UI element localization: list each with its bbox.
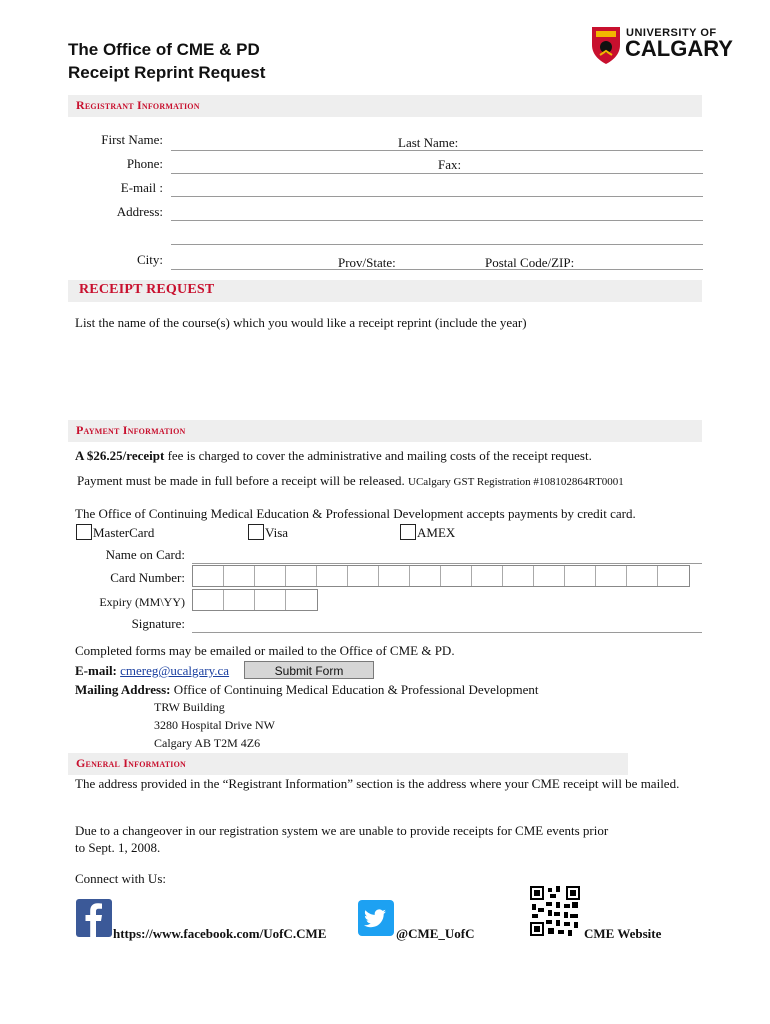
name-on-card-field[interactable] xyxy=(192,563,702,564)
page-subtitle: Receipt Reprint Request xyxy=(68,63,266,82)
phone-label: Phone: xyxy=(126,156,163,171)
page-title: The Office of CME & PD xyxy=(68,40,260,59)
qr-code-icon[interactable] xyxy=(530,886,580,936)
first-name-label: First Name: xyxy=(101,132,163,147)
mastercard-checkbox[interactable] xyxy=(76,524,92,540)
twitter-handle[interactable]: @CME_UofC xyxy=(396,926,475,941)
email-contact xyxy=(75,663,229,679)
general-paragraph-2-line-1: Due to a changeover in our registration system we are unable to provide receipts for CME events prior xyxy=(75,823,609,838)
visa-label: Visa xyxy=(265,525,289,540)
address-line-2: 3280 Hospital Drive NW xyxy=(154,718,275,732)
section-receipt-title: RECEIPT REQUEST xyxy=(79,282,215,297)
payment-full-notice xyxy=(77,473,624,489)
expiry-boxes[interactable] xyxy=(192,589,318,611)
address-line-3: Calgary AB T2M 4Z6 xyxy=(154,736,261,750)
gst-registration: UCalgary GST Registration #108102864RT0001 xyxy=(408,476,624,488)
completed-forms-text: Completed forms may be emailed or mailed to the Office of CME & PD. xyxy=(75,643,455,658)
general-paragraph-1: The address provided in the “Registrant Information” section is the address where your CME receipt will be mailed. xyxy=(75,776,680,791)
mailing-address-value: Office of Continuing Medical Education & Professional Development xyxy=(173,682,539,697)
section-payment-header xyxy=(68,420,702,442)
receipt-instruction: List the name of the course(s) which you would like a receipt reprint (include the year) xyxy=(75,315,527,330)
phone-field-line[interactable] xyxy=(171,173,703,174)
city-label: City: xyxy=(136,252,163,267)
section-registrant-title: Registrant Information xyxy=(76,98,200,112)
city-field-line[interactable] xyxy=(171,269,703,270)
card-number-boxes[interactable] xyxy=(192,565,690,587)
expiry-label: Expiry (MM\YY) xyxy=(99,595,185,609)
amex-label: AMEX xyxy=(417,525,456,540)
facebook-icon[interactable] xyxy=(76,899,112,937)
email-label: E-mail : xyxy=(120,180,163,195)
cme-website-link[interactable]: CME Website xyxy=(584,926,662,941)
mailing-address-label: Mailing Address: xyxy=(75,682,171,697)
mastercard-label: MasterCard xyxy=(93,525,155,540)
logo-text-main: CALGARY xyxy=(625,36,733,61)
address-label: Address: xyxy=(116,204,163,219)
section-registrant-header xyxy=(68,95,702,117)
signature-label: Signature: xyxy=(131,616,185,631)
email-link[interactable]: cmereg@ucalgary.ca xyxy=(120,663,230,678)
mailing-address xyxy=(75,682,538,698)
crest-icon xyxy=(590,25,622,65)
section-receipt-header xyxy=(68,280,702,302)
address-field-line-2[interactable] xyxy=(171,244,703,245)
credit-card-intro: The Office of Continuing Medical Education & Professional Development accepts payments by credit card. xyxy=(75,506,636,521)
course-list-area[interactable] xyxy=(75,335,702,415)
visa-checkbox[interactable] xyxy=(248,524,264,540)
section-payment-title: Payment Information xyxy=(76,423,186,437)
postal-label: Postal Code/ZIP: xyxy=(485,255,575,270)
fee-amount: A $26.25/receipt xyxy=(75,448,165,463)
connect-heading: Connect with Us: xyxy=(75,871,166,886)
signature-field[interactable] xyxy=(192,632,702,633)
fee-description: fee is charged to cover the administrative and mailing costs of the receipt request. xyxy=(164,448,592,463)
last-name-label: Last Name: xyxy=(398,135,459,150)
twitter-icon[interactable] xyxy=(358,900,394,936)
logo-text-top: UNIVERSITY OF xyxy=(626,27,717,39)
section-general-header xyxy=(68,753,628,775)
fee-statement xyxy=(75,448,592,464)
address-field-line-1[interactable] xyxy=(171,220,703,221)
section-general-title: General Information xyxy=(76,756,186,770)
full-payment-text: Payment must be made in full before a receipt will be released. xyxy=(77,473,405,488)
general-paragraph-2-line-2: to Sept. 1, 2008. xyxy=(75,840,161,855)
address-line-1: TRW Building xyxy=(154,700,225,714)
name-on-card-label: Name on Card: xyxy=(105,547,185,562)
name-field-line[interactable] xyxy=(171,150,703,151)
submit-form-button[interactable]: Submit Form xyxy=(244,661,374,679)
amex-checkbox[interactable] xyxy=(400,524,416,540)
prov-label: Prov/State: xyxy=(338,255,396,270)
email-field-line[interactable] xyxy=(171,196,703,197)
card-number-label: Card Number: xyxy=(110,570,185,585)
facebook-link[interactable]: https://www.facebook.com/UofC.CME xyxy=(113,926,327,941)
university-logo xyxy=(590,25,733,67)
fax-label: Fax: xyxy=(438,157,462,172)
email-contact-label: E-mail: xyxy=(75,663,117,678)
